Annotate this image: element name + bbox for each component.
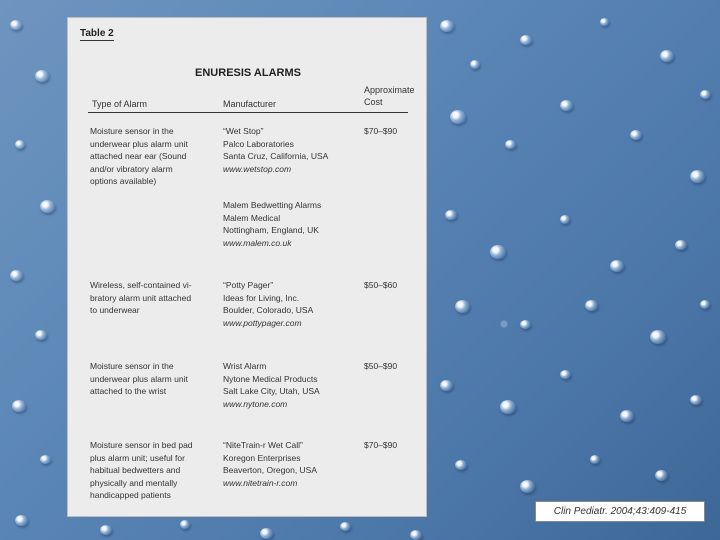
manufacturer-line: “Wet Stop” xyxy=(223,126,264,136)
row-type xyxy=(90,125,188,188)
water-droplet xyxy=(520,480,535,493)
row-type-line: Moisture sensor in bed pad xyxy=(90,440,193,450)
manufacturer-line: Wrist Alarm xyxy=(223,361,267,371)
water-droplet xyxy=(440,20,454,32)
water-droplet xyxy=(100,525,112,535)
manufacturer-line: Nytone Medical Products xyxy=(223,373,318,384)
manufacturer-url-link[interactable]: www.pottypager.com xyxy=(223,317,302,328)
manufacturer-line: Salt Lake City, Utah, USA xyxy=(223,386,320,396)
manufacturer-url-link[interactable]: www.nytone.com xyxy=(223,398,288,409)
row-manufacturer xyxy=(223,279,313,329)
row-manufacturer xyxy=(223,199,321,249)
water-droplet xyxy=(440,380,453,391)
water-droplet xyxy=(560,215,570,224)
water-droplet xyxy=(180,520,190,529)
manufacturer-line: Malem Medical xyxy=(223,212,281,223)
water-droplet xyxy=(700,90,711,99)
row-type-line: Wireless, self-contained vi- xyxy=(90,280,192,290)
water-droplet xyxy=(10,270,23,281)
water-droplet xyxy=(40,200,55,213)
manufacturer-url-link[interactable]: www.malem.co.uk xyxy=(223,237,292,248)
water-droplet xyxy=(450,110,466,124)
water-droplet xyxy=(470,60,480,69)
water-droplet xyxy=(445,210,457,220)
water-droplet xyxy=(520,320,531,329)
water-droplet xyxy=(560,370,571,379)
water-droplet xyxy=(340,522,351,531)
row-cost: $70–$90 xyxy=(364,126,398,136)
row-type-line: attached near ear (Sound xyxy=(90,151,187,161)
row-cost: $50–$60 xyxy=(364,280,398,290)
water-droplet xyxy=(520,35,532,45)
row-manufacturer xyxy=(223,439,317,489)
manufacturer-line: Santa Cruz, California, USA xyxy=(223,151,329,161)
water-droplet xyxy=(620,410,634,422)
water-droplet xyxy=(35,70,49,82)
water-droplet xyxy=(675,240,687,250)
row-type-line: Moisture sensor in the xyxy=(90,126,174,136)
row-type xyxy=(90,439,193,502)
water-droplet xyxy=(690,395,702,405)
table-label: Table 2 xyxy=(80,28,114,39)
header-cost-line2: Cost xyxy=(364,97,383,107)
water-droplet xyxy=(15,515,28,526)
header-approximate-cost xyxy=(364,84,415,108)
water-droplet xyxy=(690,170,705,183)
water-droplet xyxy=(660,50,674,62)
water-droplet xyxy=(40,455,51,464)
water-droplet xyxy=(585,300,598,311)
manufacturer-line: “Potty Pager” xyxy=(223,280,274,290)
row-type-line: underwear plus alarm unit xyxy=(90,373,188,384)
manufacturer-line: Nottingham, England, UK xyxy=(223,225,319,235)
row-type-line: habitual bedwetters and xyxy=(90,465,181,475)
row-type xyxy=(90,360,188,398)
water-droplet xyxy=(560,100,573,111)
manufacturer-line: Malem Bedwetting Alarms xyxy=(223,200,322,210)
water-droplet xyxy=(610,260,624,272)
water-droplet xyxy=(490,245,506,259)
manufacturer-line: Boulder, Colorado, USA xyxy=(223,305,314,315)
manufacturer-line: Koregon Enterprises xyxy=(223,452,301,463)
water-droplet xyxy=(35,330,47,340)
row-type-line: attached to the wrist xyxy=(90,386,167,396)
row-type-line: handicapped patients xyxy=(90,490,171,500)
manufacturer-line: Ideas for Living, Inc. xyxy=(223,292,300,303)
row-type-line: to underwear xyxy=(90,305,140,315)
row-type-line: underwear plus alarm unit xyxy=(90,138,188,149)
water-droplet xyxy=(655,470,668,481)
row-type-line: physically and mentally xyxy=(90,477,178,488)
water-droplet xyxy=(700,300,710,309)
water-droplet xyxy=(455,460,467,470)
citation: Clin Pediatr. 2004;43:409-415 xyxy=(535,501,705,522)
header-manufacturer: Manufacturer xyxy=(223,99,277,109)
header-rule xyxy=(88,112,408,113)
row-type-line: Moisture sensor in the xyxy=(90,361,174,371)
row-type-line: bratory alarm unit attached xyxy=(90,292,192,303)
row-manufacturer xyxy=(223,125,328,175)
row-type-line: plus alarm unit; useful for xyxy=(90,452,185,463)
water-droplet xyxy=(630,130,642,140)
water-droplet xyxy=(600,18,609,26)
row-cost: $50–$90 xyxy=(364,361,398,371)
row-manufacturer xyxy=(223,360,320,410)
row-type-line: and/or vibratory alarm xyxy=(90,163,173,174)
manufacturer-line: Palco Laboratories xyxy=(223,138,294,149)
water-droplet xyxy=(590,455,600,464)
water-droplet xyxy=(15,140,25,149)
manufacturer-url-link[interactable]: www.nitetrain-r.com xyxy=(223,477,298,488)
header-type-of-alarm: Type of Alarm xyxy=(92,99,148,109)
manufacturer-line: Beaverton, Oregon, USA xyxy=(223,465,318,475)
table-card xyxy=(67,17,427,517)
table-title: ENURESIS ALARMS xyxy=(195,67,301,79)
row-type-line: options available) xyxy=(90,176,157,186)
row-cost: $70–$90 xyxy=(364,440,398,450)
water-droplet xyxy=(650,330,666,344)
water-droplet xyxy=(455,300,470,313)
water-droplet xyxy=(505,140,516,149)
water-droplet xyxy=(12,400,26,412)
row-type xyxy=(90,279,192,317)
header-cost-line1: Approximate xyxy=(364,85,415,95)
water-droplet xyxy=(410,530,422,540)
water-droplet xyxy=(260,528,273,539)
water-droplet xyxy=(500,400,516,414)
manufacturer-url-link[interactable]: www.wetstop.com xyxy=(223,163,292,174)
water-droplet xyxy=(10,20,22,30)
manufacturer-line: “NiteTrain-r Wet Call” xyxy=(223,440,303,450)
